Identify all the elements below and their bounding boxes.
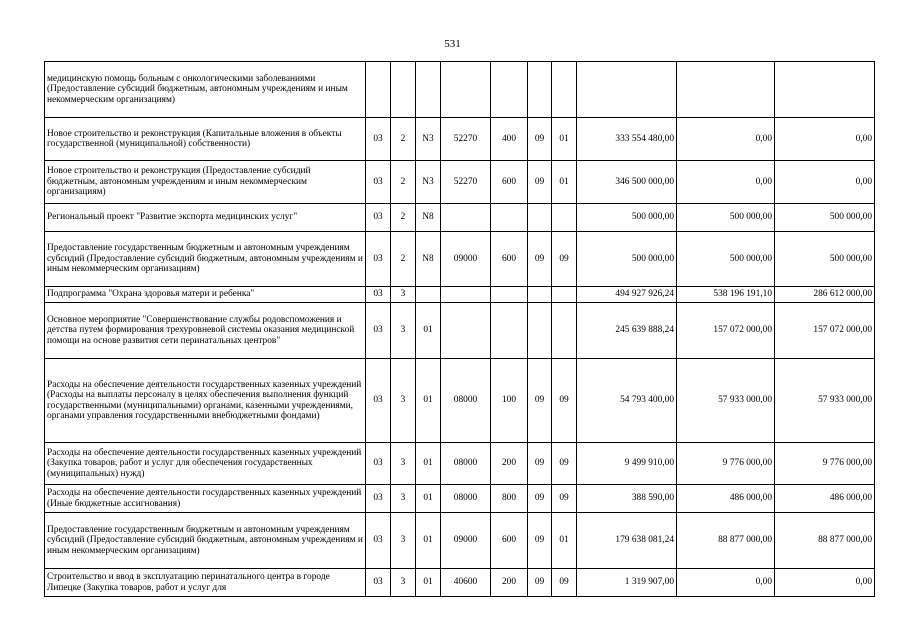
code-cell: 09 (528, 513, 552, 569)
amount-cell: 388 590,00 (577, 485, 677, 513)
amount-cell (677, 62, 775, 118)
table-row (45, 204, 875, 232)
amount-cell: 179 638 081,24 (577, 513, 677, 569)
code-cell: 2 (391, 204, 416, 232)
code-cell (491, 287, 528, 303)
code-cell (391, 62, 416, 118)
amount-cell: 486 000,00 (677, 485, 775, 513)
table-row (45, 359, 875, 443)
code-cell: 01 (552, 161, 577, 204)
code-cell: N3 (416, 161, 441, 204)
code-cell: 200 (491, 443, 528, 485)
table-row (45, 485, 875, 513)
code-cell: 03 (366, 485, 391, 513)
amount-cell: 9 499 910,00 (577, 443, 677, 485)
code-cell: 03 (366, 513, 391, 569)
code-cell: 03 (366, 204, 391, 232)
code-cell (366, 62, 391, 118)
code-cell: 01 (416, 303, 441, 359)
code-cell (416, 62, 441, 118)
code-cell: 03 (366, 232, 391, 287)
amount-cell: 538 196 191,10 (677, 287, 775, 303)
code-cell: 09 (528, 118, 552, 161)
amount-cell (577, 62, 677, 118)
budget-table (44, 61, 875, 597)
table-row (45, 118, 875, 161)
row-description: Новое строительство и реконструкция (Предоставление субсидий бюджетным, автономным учреждениям и иным некоммерческим организациям) (45, 161, 366, 204)
code-cell: 3 (391, 287, 416, 303)
amount-cell: 245 639 888,24 (577, 303, 677, 359)
code-cell: 09 (552, 569, 577, 597)
table-row (45, 287, 875, 303)
code-cell: 03 (366, 303, 391, 359)
code-cell (441, 204, 491, 232)
row-description: Основное мероприятие "Совершенствование службы родовспоможения и детства путем формирования трехуровневой системы оказания медицинской помощи на основе развития сети перинатальных центров" (45, 303, 366, 359)
code-cell (528, 62, 552, 118)
code-cell: 09 (528, 569, 552, 597)
code-cell: 08000 (441, 359, 491, 443)
amount-cell: 0,00 (677, 118, 775, 161)
page-number: 531 (444, 38, 461, 50)
table-row (45, 303, 875, 359)
code-cell: 09 (552, 232, 577, 287)
code-cell: 03 (366, 118, 391, 161)
code-cell (416, 287, 441, 303)
code-cell: 01 (416, 443, 441, 485)
amount-cell (775, 62, 875, 118)
amount-cell: 1 319 907,00 (577, 569, 677, 597)
amount-cell: 157 072 000,00 (775, 303, 875, 359)
code-cell: 52270 (441, 118, 491, 161)
amount-cell: 500 000,00 (677, 232, 775, 287)
code-cell: 01 (552, 118, 577, 161)
amount-cell: 0,00 (775, 118, 875, 161)
code-cell: 09 (552, 485, 577, 513)
amount-cell: 0,00 (677, 161, 775, 204)
row-description: Расходы на обеспечение деятельности государственных казенных учреждений (Закупка товаров, работ и услуг для обеспечения государственных (муниципальных) нужд) (45, 443, 366, 485)
code-cell: 09 (552, 359, 577, 443)
amount-cell: 88 877 000,00 (677, 513, 775, 569)
code-cell (528, 287, 552, 303)
amount-cell: 57 933 000,00 (775, 359, 875, 443)
code-cell: 09 (552, 443, 577, 485)
code-cell: 01 (416, 485, 441, 513)
code-cell: 3 (391, 303, 416, 359)
row-description: медицинскую помощь больным с онкологическими заболеваниями (Предоставление субсидий бюджетным, автономным учреждениям и иным некоммерческим организациям) (45, 62, 366, 118)
code-cell: 09 (528, 161, 552, 204)
row-description: Новое строительство и реконструкция (Капитальные вложения в объекты государственной (муниципальной) собственности) (45, 118, 366, 161)
code-cell: 03 (366, 161, 391, 204)
table-row (45, 513, 875, 569)
amount-cell: 0,00 (775, 569, 875, 597)
code-cell: 01 (416, 359, 441, 443)
code-cell: 01 (416, 513, 441, 569)
code-cell: 2 (391, 118, 416, 161)
code-cell: 03 (366, 359, 391, 443)
amount-cell: 500 000,00 (775, 232, 875, 287)
row-description: Предоставление государственным бюджетным и автономным учреждениям субсидий (Предоставление субсидий бюджетным, автономным учреждениям и иным некоммерческим организациям) (45, 232, 366, 287)
amount-cell: 500 000,00 (577, 204, 677, 232)
code-cell: N8 (416, 232, 441, 287)
code-cell (552, 287, 577, 303)
row-description: Строительство и ввод в эксплуатацию перинатального центра в городе Липецке (Закупка товаров, работ и услуг для (45, 569, 366, 597)
code-cell: 800 (491, 485, 528, 513)
code-cell (528, 204, 552, 232)
code-cell: 09 (528, 232, 552, 287)
row-description: Предоставление государственным бюджетным и автономным учреждениям субсидий (Предоставление субсидий бюджетным, автономным учреждениям и иным некоммерческим организациям) (45, 513, 366, 569)
amount-cell: 486 000,00 (775, 485, 875, 513)
table-row (45, 161, 875, 204)
row-description: Региональный проект "Развитие экспорта медицинских услуг" (45, 204, 366, 232)
code-cell (491, 303, 528, 359)
code-cell: N8 (416, 204, 441, 232)
code-cell (441, 62, 491, 118)
code-cell: 3 (391, 359, 416, 443)
code-cell: 3 (391, 569, 416, 597)
code-cell: 03 (366, 287, 391, 303)
code-cell: 3 (391, 485, 416, 513)
code-cell (441, 287, 491, 303)
amount-cell: 54 793 400,00 (577, 359, 677, 443)
code-cell: 40600 (441, 569, 491, 597)
amount-cell: 9 776 000,00 (775, 443, 875, 485)
amount-cell: 346 500 000,00 (577, 161, 677, 204)
amount-cell: 500 000,00 (775, 204, 875, 232)
code-cell: 01 (552, 513, 577, 569)
code-cell: 09000 (441, 232, 491, 287)
code-cell: 400 (491, 118, 528, 161)
amount-cell: 88 877 000,00 (775, 513, 875, 569)
amount-cell: 0,00 (677, 569, 775, 597)
amount-cell: 494 927 926,24 (577, 287, 677, 303)
row-description: Расходы на обеспечение деятельности государственных казенных учреждений (Иные бюджетные ассигнования) (45, 485, 366, 513)
row-description: Расходы на обеспечение деятельности государственных казенных учреждений (Расходы на выплаты персоналу в целях обеспечения выполнения функций государственными (муниципальными) органами, казенными учреждениями, органами управления государственными внебюджетными фондами) (45, 359, 366, 443)
amount-cell: 286 612 000,00 (775, 287, 875, 303)
table-row (45, 569, 875, 597)
code-cell: 52270 (441, 161, 491, 204)
table-row (45, 443, 875, 485)
table-row (45, 62, 875, 118)
code-cell (552, 303, 577, 359)
code-cell (528, 303, 552, 359)
code-cell (441, 303, 491, 359)
amount-cell: 0,00 (775, 161, 875, 204)
code-cell: 2 (391, 232, 416, 287)
amount-cell: 333 554 480,00 (577, 118, 677, 161)
code-cell (552, 62, 577, 118)
code-cell: 100 (491, 359, 528, 443)
code-cell (491, 204, 528, 232)
amount-cell: 500 000,00 (577, 232, 677, 287)
code-cell: 08000 (441, 443, 491, 485)
code-cell: 3 (391, 513, 416, 569)
code-cell: 01 (416, 569, 441, 597)
code-cell: 2 (391, 161, 416, 204)
table-row (45, 232, 875, 287)
code-cell (552, 204, 577, 232)
code-cell: N3 (416, 118, 441, 161)
row-description: Подпрограмма "Охрана здоровья матери и ребенка" (45, 287, 366, 303)
code-cell: 08000 (441, 485, 491, 513)
code-cell: 09 (528, 485, 552, 513)
code-cell: 09 (528, 443, 552, 485)
code-cell: 600 (491, 232, 528, 287)
code-cell: 09000 (441, 513, 491, 569)
code-cell: 200 (491, 569, 528, 597)
code-cell: 09 (528, 359, 552, 443)
code-cell: 03 (366, 569, 391, 597)
code-cell: 3 (391, 443, 416, 485)
code-cell: 600 (491, 161, 528, 204)
amount-cell: 500 000,00 (677, 204, 775, 232)
code-cell: 600 (491, 513, 528, 569)
amount-cell: 9 776 000,00 (677, 443, 775, 485)
amount-cell: 157 072 000,00 (677, 303, 775, 359)
code-cell (491, 62, 528, 118)
code-cell: 03 (366, 443, 391, 485)
amount-cell: 57 933 000,00 (677, 359, 775, 443)
